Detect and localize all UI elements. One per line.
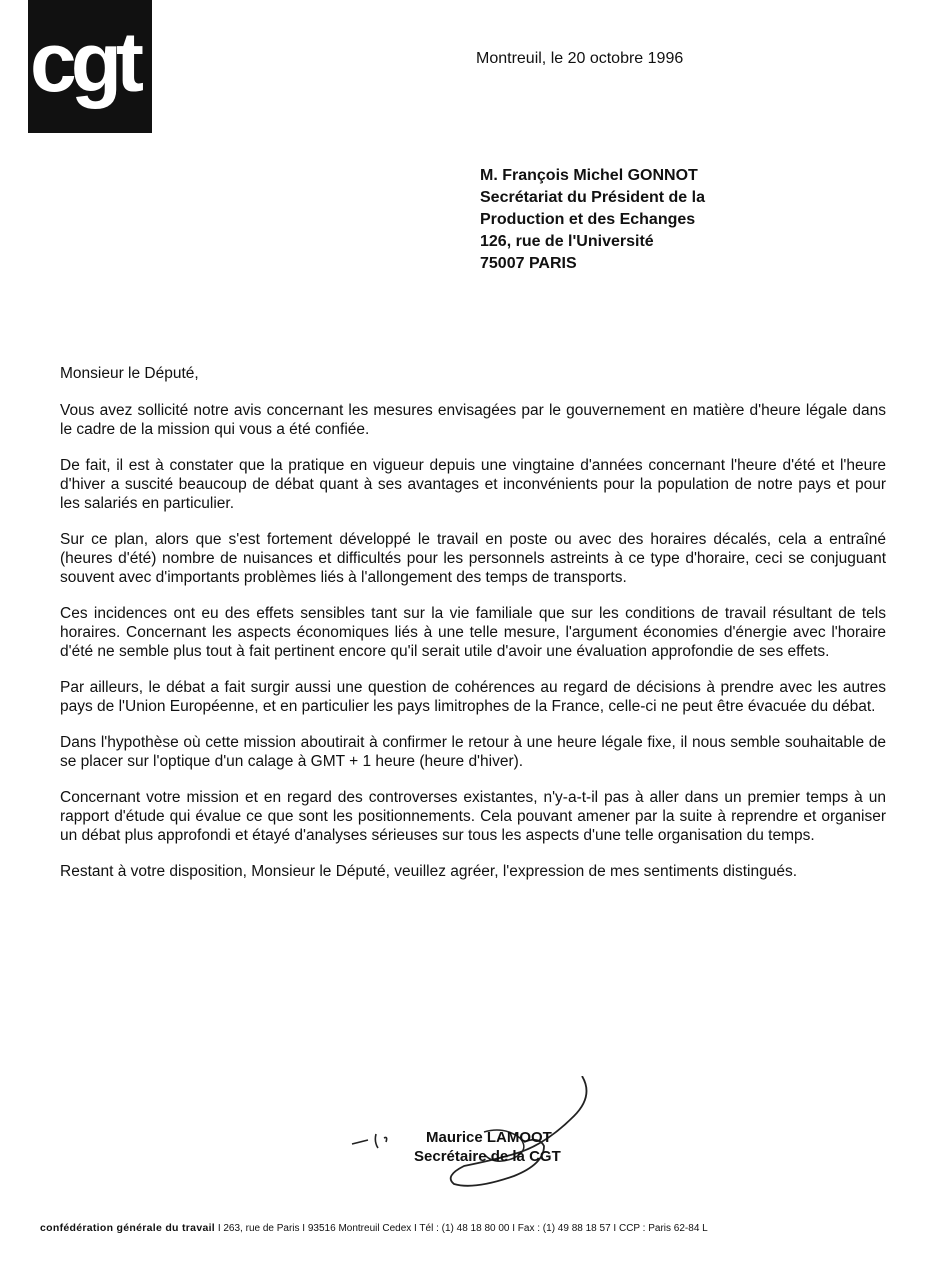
recipient-line: Secrétariat du Président de la [480, 189, 705, 206]
paragraph: Restant à votre disposition, Monsieur le Député, veuillez agréer, l'expression de mes sentiments distingués. [60, 863, 798, 880]
letterhead-footer [40, 1222, 920, 1234]
date-line: Montreuil, le 20 octobre 1996 [476, 50, 684, 67]
salutation: Monsieur le Député, [60, 365, 199, 382]
signatory [414, 1128, 561, 1166]
signature-block [344, 1076, 644, 1206]
recipient-line: M. François Michel GONNOT [480, 167, 698, 184]
paragraph: Ces incidences ont eu des effets sensibles tant sur la vie familiale que sur les conditions de travail résultant de tels horaires. Concernant les aspects économiques liés à une telle mesure, l'argument économies d'énergie avec l'horaire d'été ne semble plus tout à fait pertinent encore qu'il serait utile d'avoir une évaluation approfondie de ses effets. [60, 605, 886, 660]
recipient-line: Production et des Echanges [480, 211, 696, 228]
signatory-name: Maurice LAMOOT [426, 1129, 552, 1146]
footer-details: I 263, rue de Paris I 93516 Montreuil Cedex I Tél : (1) 48 18 80 00 I Fax : (1) 49 88 18 57 I CCP : Paris 62-84 L [217, 1223, 708, 1234]
paragraph: De fait, il est à constater que la pratique en vigueur depuis une vingtaine d'années concernant l'heure d'été et l'heure d'hiver a suscité beaucoup de débat quant à ses avantages et inconvénients pour la population de notre pays et pour les salariés en particulier. [60, 457, 886, 512]
signatory-title: Secrétaire de la CGT [414, 1148, 561, 1165]
letter-body [60, 364, 886, 898]
cgt-logo [28, 0, 152, 133]
footer-org: confédération générale du travail [40, 1222, 216, 1234]
paragraph: Vous avez sollicité notre avis concernant les mesures envisagées par le gouvernement en matière d'heure légale dans le cadre de la mission qui vous a été confiée. [60, 402, 886, 438]
paragraph: Par ailleurs, le débat a fait surgir aussi une question de cohérences au regard de décisions à prendre avec les autres pays de l'Union Européenne, et en particulier les pays limitrophes de la France, celle-ci ne peut être évacuée du débat. [60, 679, 886, 715]
recipient-address [480, 165, 705, 275]
recipient-line: 75007 PARIS [480, 255, 577, 272]
logo-text: cgt [30, 15, 138, 109]
paragraph: Dans l'hypothèse où cette mission aboutirait à confirmer le retour à une heure légale fixe, il nous semble souhaitable de se placer sur l'optique d'un calage à GMT + 1 heure (heure d'hiver). [60, 734, 886, 770]
paragraph: Concernant votre mission et en regard des controverses existantes, n'y-a-t-il pas à aller dans un premier temps à un rapport d'étude qui évalue ce que sont les positionnements. Cela pouvant amener par la suite à reprendre et organiser un débat plus approfondi et étayé d'analyses sérieuses sur tous les aspects d'une telle organisation du temps. [60, 789, 886, 844]
recipient-line: 126, rue de l'Université [480, 233, 654, 250]
paragraph: Sur ce plan, alors que s'est fortement développé le travail en poste ou avec des horaires décalés, cela a entraîné (heures d'été) nombre de nuisances et difficultés pour les personnels astreints à ce type d'horaire, ceci se conjuguant souvent avec d'importants problèmes liés à l'allongement des temps de transports. [60, 531, 886, 586]
